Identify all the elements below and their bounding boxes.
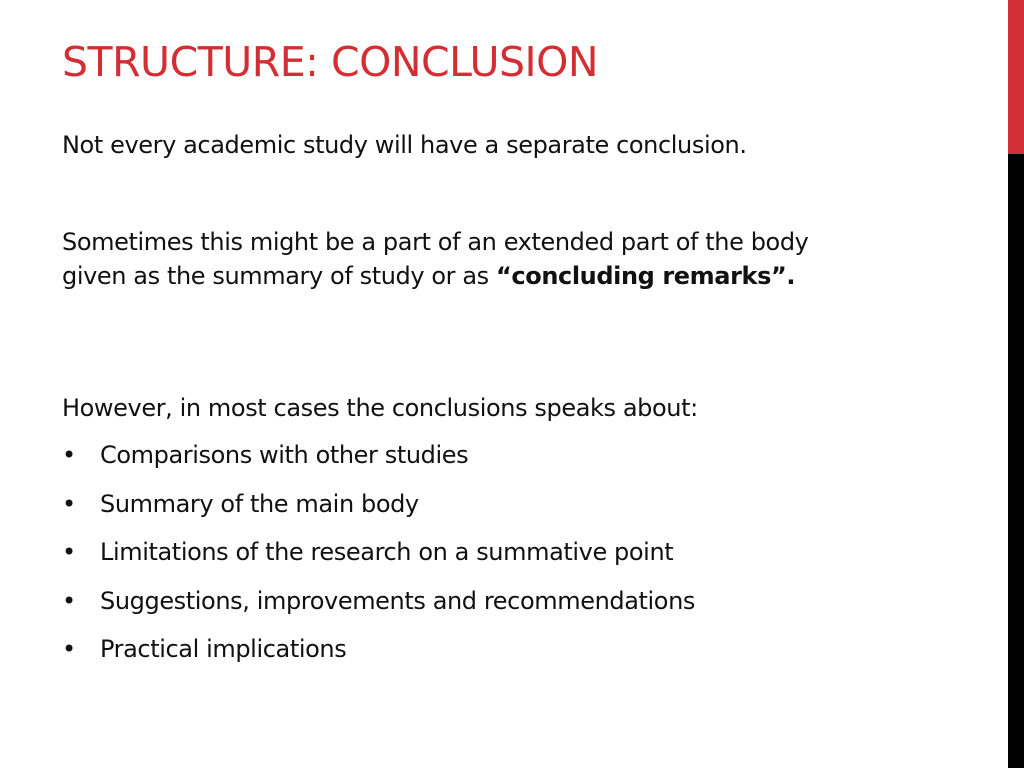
bullet-icon: • [62, 441, 76, 469]
accent-bar [1008, 0, 1024, 768]
conclusions-lead-paragraph: However, in most cases the conclusions speaks about: [62, 394, 698, 422]
list-item-text: Comparisons with other studies [100, 441, 469, 469]
concluding-remarks-paragraph [62, 225, 862, 293]
bullet-icon: • [62, 538, 76, 566]
bullet-icon: • [62, 586, 76, 615]
accent-bar-red-segment [1008, 0, 1024, 154]
bullet-icon: • [62, 635, 76, 663]
intro-paragraph: Not every academic study will have a separate conclusion. [62, 131, 747, 159]
list-item-text: Practical implications [100, 635, 347, 663]
list-item-text: Limitations of the research on a summative point [100, 538, 674, 566]
accent-bar-black-segment [1008, 154, 1024, 768]
slide-title: STRUCTURE: CONCLUSION [62, 38, 599, 86]
list-item-text: Summary of the main body [100, 489, 419, 518]
list-item-text: Suggestions, improvements and recommendations [100, 586, 696, 615]
concluding-remarks-text: Sometimes this might be a part of an extended part of the body given as the summary of study or as [62, 228, 809, 290]
bullet-icon: • [62, 489, 76, 518]
concluding-remarks-bold: “concluding remarks”. [496, 262, 796, 290]
